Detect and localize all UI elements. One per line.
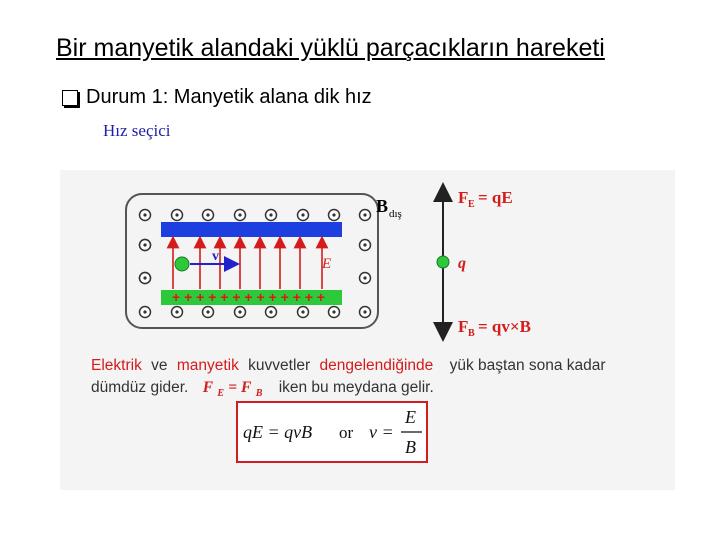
- formula-or: or: [339, 423, 354, 442]
- b-field-out-dot: [206, 310, 209, 313]
- text-elektrik: Elektrik: [91, 357, 142, 374]
- checkbox-bullet-icon: [62, 90, 78, 106]
- b-field-out-dot: [143, 276, 146, 279]
- velocity-label: v: [212, 249, 219, 264]
- force-magnetic-symbol: F: [458, 317, 469, 336]
- formula-left: qE = qvB: [243, 422, 313, 442]
- text-yuk-bastan: yük baştan sona kadar: [449, 357, 606, 374]
- force-magnetic-equation: = qv×B: [478, 317, 531, 336]
- b-field-out-dot: [175, 213, 178, 216]
- text-manyetik: manyetik: [176, 357, 239, 374]
- slide-title: Bir manyetik alandaki yüklü parçacıkların hareketi: [56, 34, 605, 62]
- b-field-out-dot: [301, 310, 304, 313]
- explanation-line-1: [91, 357, 606, 374]
- b-field-out-dot: [332, 310, 335, 313]
- force-diagram-particle: [437, 256, 449, 268]
- text-kuvvetler: kuvvetler: [248, 357, 311, 374]
- b-field-out-dot: [143, 243, 146, 246]
- b-field-out-dot: [143, 310, 146, 313]
- explanation-line-2: [91, 379, 434, 400]
- force-electric-subscript: E: [468, 199, 475, 210]
- b-field-out-dot: [363, 243, 366, 246]
- bullet-text: Durum 1: Manyetik alana dik hız: [86, 86, 372, 108]
- text-iken: iken bu meydana gelir.: [278, 379, 434, 396]
- b-field-out-dot: [363, 213, 366, 216]
- formula-numerator: E: [405, 407, 416, 427]
- b-field-out-dot: [363, 310, 366, 313]
- b-field-label: B: [376, 196, 389, 216]
- section-subtitle: Hız seçici: [103, 121, 171, 140]
- b-field-subscript: dış: [389, 208, 402, 220]
- b-field-out-dot: [269, 213, 272, 216]
- b-field-out-dot: [301, 213, 304, 216]
- bullet-item: [62, 86, 372, 109]
- text-ve: ve: [151, 357, 168, 374]
- field-e-label: E: [322, 256, 332, 272]
- text-fb: F: [241, 379, 252, 396]
- charged-particle: [175, 257, 189, 271]
- e-field-arrows: [173, 242, 322, 289]
- force-magnetic-subscript: B: [468, 328, 475, 339]
- charge-label: q: [458, 255, 466, 272]
- b-field-out-dot: [206, 213, 209, 216]
- text-eq: =: [228, 379, 242, 396]
- b-field-out-dot: [238, 310, 241, 313]
- force-electric-symbol: F: [458, 188, 469, 207]
- text-dumduz: dümdüz gider.: [91, 379, 189, 396]
- b-field-out-dot: [269, 310, 272, 313]
- negative-plate: [161, 222, 342, 237]
- text-dengelendiginde: dengelendiğinde: [319, 357, 434, 374]
- velocity-selector-diagram: [60, 170, 675, 490]
- formula-denominator: B: [405, 437, 416, 457]
- text-fb-sub: B: [255, 388, 263, 399]
- b-field-out-dot: [238, 213, 241, 216]
- field-region-outline: [126, 194, 378, 328]
- force-electric-equation: = qE: [478, 188, 513, 207]
- formula-v-eq: v =: [369, 422, 394, 442]
- b-field-out-dot: [143, 213, 146, 216]
- velocity-selector-figure: [60, 170, 675, 490]
- text-fe-sub: E: [217, 388, 225, 399]
- text-fe: F: [202, 379, 214, 396]
- plus-signs-label: + + + + + + + + + + + + +: [172, 289, 325, 305]
- b-field-out-dot: [175, 310, 178, 313]
- b-field-out-dot: [332, 213, 335, 216]
- b-field-out-dot: [363, 276, 366, 279]
